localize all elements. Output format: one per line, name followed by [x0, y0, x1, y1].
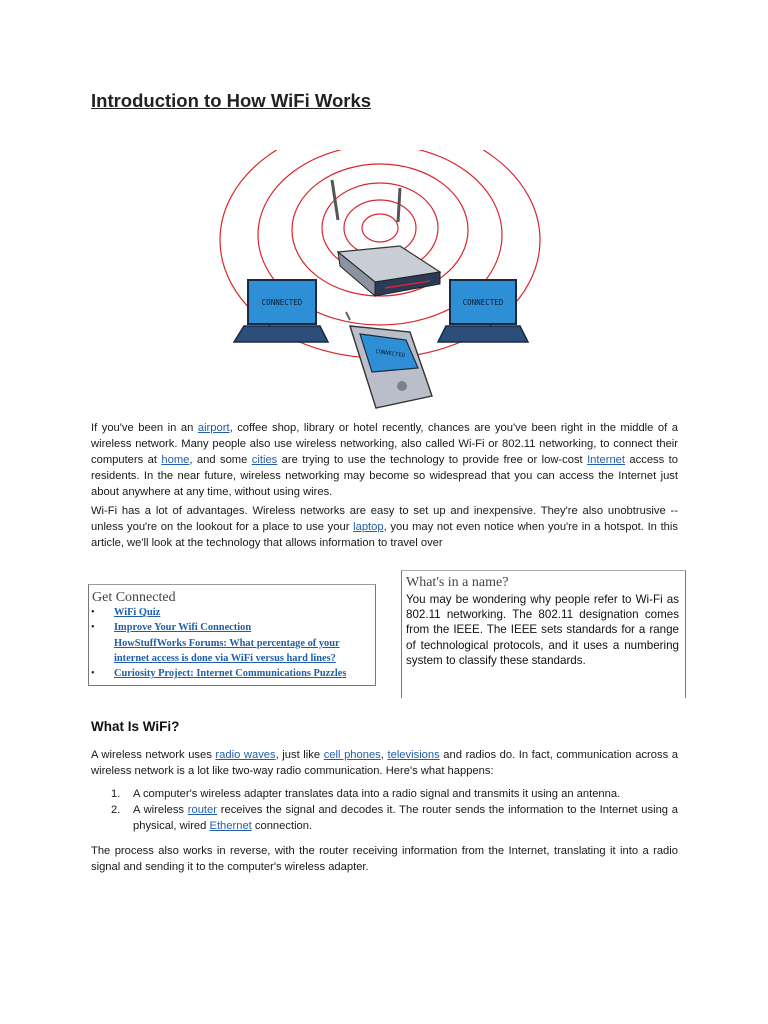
intro-paragraph-2: Wi-Fi has a lot of advantages. Wireless networks are easy to set up and inexpensive. They're also unobtrusive -- unless you're on the lookout for a place to use your laptop, you may not even notice when you're in a hotspot. In this article, we'll look at the technology that allows information to travel over — [91, 505, 678, 549]
link-laptop[interactable]: laptop — [353, 521, 384, 533]
pda-phone-icon — [346, 312, 432, 408]
link-home[interactable]: home — [161, 454, 190, 466]
wifi-network-illustration — [200, 150, 570, 410]
link-wifi-quiz[interactable]: WiFi Quiz — [114, 607, 161, 618]
list-item: • Curiosity Project: Internet Communications Puzzles — [91, 668, 347, 680]
laptop-left-icon — [234, 280, 328, 342]
section-paragraph-1: A wireless network uses radio waves, just like cell phones, televisions and radios do. In fact, communication across a wireless network is a lot like two-way radio communication. Here's what happens: — [91, 749, 679, 777]
router-icon — [332, 180, 440, 296]
list-item: 2. A wireless router receives the signal and decodes it. The router sends the information to the Internet using a physical, wired Ethernet connection. — [111, 804, 678, 832]
laptop-left-screen-label: CONNECTED — [261, 298, 303, 307]
intro-paragraph-1: If you've been in an airport, coffee shop, library or hotel recently, chances are you've been right in the middle of a wireless network. Many people also use wireless networking, also called Wi-Fi or 802.11 networking, to connect their computers at home, and some cities are trying to use the technology to provide free or low-cost Internet access to residents. In the near future, wireless networking may become so widespread that you can access the Internet just about anywhere at any time, without using wires. — [91, 422, 678, 498]
get-connected-list — [89, 605, 375, 681]
list-item: • WiFi Quiz — [91, 607, 161, 618]
list-item: • Improve Your Wifi Connection — [91, 622, 252, 634]
link-forums-wifi[interactable]: HowStuffWorks Forums: What percentage of your internet access is done via WiFi versus hard lines? — [114, 637, 340, 664]
get-connected-heading: Get Connected — [92, 590, 176, 605]
link-internet[interactable]: Internet — [587, 454, 626, 466]
link-cell-phones[interactable]: cell phones — [323, 749, 381, 761]
pda-screen-label: CONNECTED — [374, 348, 406, 360]
laptop-right-screen-label: CONNECTED — [462, 298, 504, 307]
link-improve-wifi[interactable]: Improve Your Wifi Connection — [114, 622, 252, 634]
laptop-right-icon — [438, 280, 528, 342]
whats-in-a-name-heading: What's in a name? — [406, 575, 509, 590]
whats-in-a-name-box — [401, 570, 686, 698]
link-radio-waves[interactable]: radio waves — [215, 749, 276, 761]
list-item — [89, 636, 375, 667]
section-paragraph-2: The process also works in reverse, with the router receiving information from the Internet, translating it into a radio signal and sending it to the computer's wireless adapter. — [91, 845, 678, 873]
link-router[interactable]: router — [187, 804, 217, 816]
page-title: Introduction to How WiFi Works — [91, 90, 372, 111]
link-televisions[interactable]: televisions — [387, 749, 440, 761]
section-heading: What Is WiFi? — [91, 719, 180, 734]
link-airport[interactable]: airport — [197, 422, 230, 434]
link-ethernet[interactable]: Ethernet — [209, 820, 252, 832]
link-curiosity-project[interactable]: Curiosity Project: Internet Communications Puzzles — [114, 668, 347, 680]
link-cities[interactable]: cities — [251, 454, 278, 466]
whats-in-a-name-text: You may be wondering why people refer to Wi-Fi as 802.11 networking. The 802.11 designation comes from the IEEE. The IEEE sets standards for a range of technological protocols, and it uses a numbering system to classify these standards. — [406, 593, 679, 667]
list-item: 1. A computer's wireless adapter translates data into a radio signal and transmits it using an antenna. — [111, 788, 621, 800]
steps-list — [91, 786, 678, 834]
get-connected-box — [88, 584, 376, 686]
